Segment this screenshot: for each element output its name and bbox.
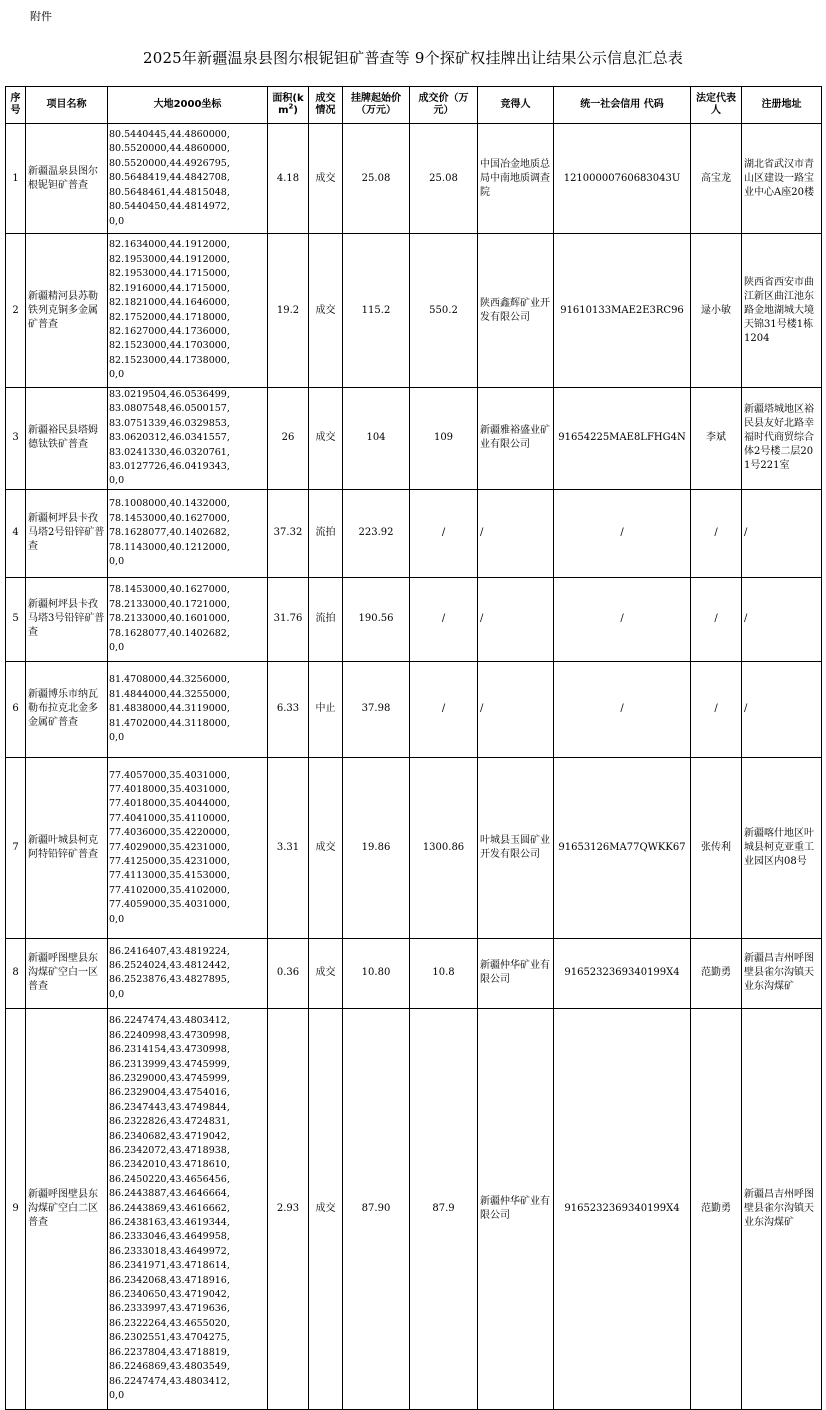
- row-coordinates: [108, 124, 268, 234]
- row-deal-price: 87.9: [410, 1008, 478, 1409]
- coordinate-line: 0,0: [109, 369, 125, 381]
- row-status: 流拍: [309, 577, 343, 661]
- row-winner: 陕西鑫辉矿业开发有限公司: [478, 234, 554, 388]
- coordinate-line: 86.2247474,43.4803412,: [109, 1015, 230, 1027]
- row-status: 成交: [309, 757, 343, 938]
- coordinate-line: 86.2329000,43.4745999,: [109, 1072, 230, 1084]
- table-row: [6, 1008, 822, 1409]
- row-area: 26: [268, 388, 309, 490]
- coordinate-line: 86.2247474,43.4803412,: [109, 1375, 230, 1387]
- row-project-name: 新疆呼图壁县东沟煤矿空白二区普查: [26, 1008, 108, 1409]
- row-credit-code: /: [554, 577, 691, 661]
- row-address: 新疆昌吉州呼图壁县雀尔沟镇天业东沟煤矿: [742, 938, 822, 1008]
- row-winner: /: [478, 489, 554, 577]
- coordinate-line: 81.4702000,44.3118000,: [109, 717, 230, 729]
- row-status: 成交: [309, 938, 343, 1008]
- coordinate-line: 80.5440450,44.4814972,: [109, 201, 230, 213]
- row-area: 19.2: [268, 234, 309, 388]
- row-legal-rep: 张传利: [691, 757, 742, 938]
- coordinate-line: 86.2450220,43.4656456,: [109, 1173, 230, 1185]
- row-winner: /: [478, 661, 554, 757]
- row-coordinates: [108, 577, 268, 661]
- coordinate-line: 77.4029000,35.4231000,: [109, 841, 230, 853]
- row-project-name: 新疆温泉县图尔根铌钽矿普查: [26, 124, 108, 234]
- coordinate-line: 86.2240998,43.4730998,: [109, 1029, 230, 1041]
- coordinate-line: 86.2237804,43.4718819,: [109, 1346, 230, 1358]
- coordinate-line: 82.1627000,44.1736000,: [109, 325, 230, 337]
- attachment-label: 附件: [30, 10, 52, 23]
- page-title: 2025年新疆温泉县图尔根铌钽矿普查等 9个探矿权挂牌出让结果公示信息汇总表: [142, 49, 684, 67]
- coordinate-line: 86.2333997,43.4719636,: [109, 1303, 230, 1315]
- coordinate-line: 0,0: [109, 475, 125, 487]
- row-coordinates: [108, 234, 268, 388]
- coordinate-line: 80.5520000,44.4860000,: [109, 143, 230, 155]
- row-address: /: [742, 661, 822, 757]
- row-seq: 6: [6, 661, 26, 757]
- coordinate-line: 82.1523000,44.1738000,: [109, 354, 230, 366]
- coordinate-line: 86.2342010,43.4718610,: [109, 1159, 230, 1171]
- coordinate-line: 78.2133000,40.1721000,: [109, 598, 230, 610]
- row-status: 成交: [309, 1008, 343, 1409]
- coordinate-line: 83.0241330,46.0320761,: [109, 446, 230, 458]
- coordinate-line: 78.1008000,40.1432000,: [109, 498, 230, 510]
- row-area: 6.33: [268, 661, 309, 757]
- col-address: 注册地址: [742, 87, 822, 124]
- row-legal-rep: /: [691, 577, 742, 661]
- row-address: /: [742, 577, 822, 661]
- coordinate-line: 82.1916000,44.1715000,: [109, 282, 230, 294]
- row-address: 湖北省武汉市青山区建设一路宝业中心A座20楼: [742, 124, 822, 234]
- row-address: 新疆昌吉州呼图壁县雀尔沟镇天业东沟煤矿: [742, 1008, 822, 1409]
- coordinate-line: 0,0: [109, 913, 125, 925]
- coordinate-line: 77.4057000,35.4031000,: [109, 769, 230, 781]
- row-deal-price: /: [410, 489, 478, 577]
- table-row: [6, 661, 822, 757]
- row-status: 成交: [309, 234, 343, 388]
- coordinate-line: 0,0: [109, 641, 125, 653]
- row-address: 陕西省西安市曲江新区曲江池东路金地湖城大境天锦31号楼1栋1204: [742, 234, 822, 388]
- coordinate-line: 81.4708000,44.3256000,: [109, 674, 230, 686]
- row-start-price: 223.92: [343, 489, 410, 577]
- coordinate-line: 78.1628077,40.1402682,: [109, 627, 230, 639]
- table-row: [6, 577, 822, 661]
- row-area: 3.31: [268, 757, 309, 938]
- coordinate-line: 86.2329004,43.4754016,: [109, 1087, 230, 1099]
- row-project-name: 新疆呼图壁县东沟煤矿空白一区普查: [26, 938, 108, 1008]
- row-credit-code: /: [554, 661, 691, 757]
- col-winner: 竞得人: [478, 87, 554, 124]
- coordinate-line: 86.2340650,43.4719042,: [109, 1289, 230, 1301]
- coordinate-line: 78.1628077,40.1402682,: [109, 527, 230, 539]
- coordinate-line: 83.0751339,46.0329853,: [109, 417, 230, 429]
- row-seq: 3: [6, 388, 26, 490]
- coordinate-line: 0,0: [109, 731, 125, 743]
- row-area: 31.76: [268, 577, 309, 661]
- coordinate-line: 0,0: [109, 555, 125, 567]
- row-project-name: 新疆柯坪县卡孜马塔3号铅锌矿普查: [26, 577, 108, 661]
- coordinate-line: 83.0807548,46.0500157,: [109, 403, 230, 415]
- coordinate-line: 77.4102000,35.4102000,: [109, 884, 230, 896]
- row-seq: 9: [6, 1008, 26, 1409]
- coordinate-line: 0,0: [109, 988, 125, 1000]
- coordinate-line: 86.2333018,43.4649972,: [109, 1245, 230, 1257]
- col-name: 项目名称: [26, 87, 108, 124]
- row-winner: 新疆仲华矿业有限公司: [478, 1008, 554, 1409]
- col-area-text: 面积(km: [272, 93, 304, 116]
- table-row: [6, 124, 822, 234]
- row-start-price: 19.86: [343, 757, 410, 938]
- row-credit-code: 12100000760683043U: [554, 124, 691, 234]
- coordinate-line: 86.2322264,43.4655020,: [109, 1317, 230, 1329]
- coordinate-line: 86.2302551,43.4704275,: [109, 1332, 230, 1344]
- coordinate-line: 82.1634000,44.1912000,: [109, 239, 230, 251]
- row-deal-price: 25.08: [410, 124, 478, 234]
- row-project-name: 新疆精河县苏勒铁列克铜多金属矿普查: [26, 234, 108, 388]
- row-status: 成交: [309, 124, 343, 234]
- coordinate-line: 81.4844000,44.3255000,: [109, 688, 230, 700]
- col-area-sup: 2: [288, 102, 294, 111]
- row-coordinates: [108, 757, 268, 938]
- row-winner: 叶城县玉圆矿业开发有限公司: [478, 757, 554, 938]
- coordinate-line: 77.4059000,35.4031000,: [109, 899, 230, 911]
- coordinate-line: 80.5440445,44.4860000,: [109, 129, 230, 141]
- row-legal-rep: 范勤勇: [691, 938, 742, 1008]
- coordinate-line: 83.0620312,46.0341557,: [109, 432, 230, 444]
- row-seq: 1: [6, 124, 26, 234]
- coordinate-line: 86.2416407,43.4819224,: [109, 945, 230, 957]
- coordinate-line: 80.5520000,44.4926795,: [109, 157, 230, 169]
- coordinate-line: 77.4113000,35.4153000,: [109, 870, 230, 882]
- row-start-price: 190.56: [343, 577, 410, 661]
- row-credit-code: 91654225MAE8LFHG4N: [554, 388, 691, 490]
- table-header-row: [6, 87, 822, 124]
- row-seq: 8: [6, 938, 26, 1008]
- col-seq: 序号: [6, 87, 26, 124]
- coordinate-line: 80.5648461,44.4815048,: [109, 186, 230, 198]
- table-row: [6, 388, 822, 490]
- row-seq: 4: [6, 489, 26, 577]
- coordinate-line: 82.1821000,44.1646000,: [109, 297, 230, 309]
- coordinate-line: 82.1953000,44.1715000,: [109, 268, 230, 280]
- row-address: 新疆喀什地区叶城县柯克亚重工业园区内08号: [742, 757, 822, 938]
- row-project-name: 新疆叶城县柯克阿特铅锌矿普查: [26, 757, 108, 938]
- col-status: 成交情况: [309, 87, 343, 124]
- coordinate-line: 78.2133000,40.1601000,: [109, 613, 230, 625]
- row-legal-rep: 范勤勇: [691, 1008, 742, 1409]
- col-credit-code: 统一社会信用 代码: [554, 87, 691, 124]
- coordinate-line: 86.2443869,43.4616662,: [109, 1202, 230, 1214]
- row-status: 中止: [309, 661, 343, 757]
- row-address: /: [742, 489, 822, 577]
- row-start-price: 104: [343, 388, 410, 490]
- row-credit-code: 916523236934019​9X4: [554, 938, 691, 1008]
- row-legal-rep: 李斌: [691, 388, 742, 490]
- row-winner: 新疆仲华矿业有限公司: [478, 938, 554, 1008]
- row-area: 37.32: [268, 489, 309, 577]
- row-coordinates: [108, 661, 268, 757]
- row-seq: 2: [6, 234, 26, 388]
- row-project-name: 新疆裕民县塔姆德钛铁矿普查: [26, 388, 108, 490]
- coordinate-line: 78.1453000,40.1627000,: [109, 512, 230, 524]
- row-coordinates: [108, 388, 268, 490]
- row-area: 2.93: [268, 1008, 309, 1409]
- coordinate-line: 78.1453000,40.1627000,: [109, 584, 230, 596]
- row-legal-rep: 逯小敏: [691, 234, 742, 388]
- col-coords: 大地2000坐标: [108, 87, 268, 124]
- coordinate-line: 86.2443887,43.4646664,: [109, 1188, 230, 1200]
- coordinate-line: 77.4125000,35.4231000,: [109, 856, 230, 868]
- row-seq: 7: [6, 757, 26, 938]
- row-start-price: 87.90: [343, 1008, 410, 1409]
- row-winner: /: [478, 577, 554, 661]
- table-row: [6, 938, 822, 1008]
- row-credit-code: /: [554, 489, 691, 577]
- coordinate-line: 86.2438163,43.4619344,: [109, 1217, 230, 1229]
- coordinate-line: 83.0127726,46.0419343,: [109, 461, 230, 473]
- row-seq: 5: [6, 577, 26, 661]
- table-row: [6, 489, 822, 577]
- row-legal-rep: /: [691, 661, 742, 757]
- row-start-price: 10.80: [343, 938, 410, 1008]
- row-start-price: 37.98: [343, 661, 410, 757]
- row-project-name: 新疆博乐市纳瓦勒布拉克北金多金属矿普查: [26, 661, 108, 757]
- coordinate-line: 83.0219504,46.0536499,: [109, 389, 230, 400]
- row-legal-rep: /: [691, 489, 742, 577]
- row-deal-price: /: [410, 577, 478, 661]
- coordinate-line: 82.1752000,44.1718000,: [109, 311, 230, 323]
- col-legal-rep: 法定代表人: [691, 87, 742, 124]
- coordinate-line: 86.2313999,43.4745999,: [109, 1058, 230, 1070]
- row-address: 新疆塔城地区裕民县友好北路幸福时代商贸综合体2号楼二层201号221室: [742, 388, 822, 490]
- coordinate-line: 86.2342068,43.4718916,: [109, 1274, 230, 1286]
- row-coordinates: [108, 1008, 268, 1409]
- coordinate-line: 78.1143000,40.1212000,: [109, 541, 230, 553]
- coordinate-line: 82.1523000,44.1703000,: [109, 340, 230, 352]
- coordinate-line: 77.4041000,35.4110000,: [109, 812, 230, 824]
- col-deal-price: 成交价（万元）: [410, 87, 478, 124]
- row-deal-price: 550.2: [410, 234, 478, 388]
- row-start-price: 115.2: [343, 234, 410, 388]
- coordinate-line: 77.4018000,35.4031000,: [109, 784, 230, 796]
- row-deal-price: 1300.86: [410, 757, 478, 938]
- row-legal-rep: 高宝龙: [691, 124, 742, 234]
- coordinate-line: 86.2322826,43.4724831,: [109, 1116, 230, 1128]
- row-area: 4.18: [268, 124, 309, 234]
- row-status: 流拍: [309, 489, 343, 577]
- row-coordinates: [108, 938, 268, 1008]
- row-credit-code: 91610133MAE2E3RC96: [554, 234, 691, 388]
- row-start-price: 25.08: [343, 124, 410, 234]
- row-winner: 中国冶金地质总局中南地质调查院: [478, 124, 554, 234]
- coordinate-line: 81.4838000,44.3119000,: [109, 703, 230, 715]
- coordinate-line: 0,0: [109, 1389, 125, 1401]
- coordinate-line: 86.2347443,43.4749844,: [109, 1101, 230, 1113]
- col-area-close: ): [293, 105, 298, 116]
- table-row: [6, 757, 822, 938]
- coordinate-line: 77.4018000,35.4044000,: [109, 798, 230, 810]
- col-area: [268, 87, 309, 124]
- coordinate-line: 86.2341971,43.4718614,: [109, 1260, 230, 1272]
- row-winner: 新疆雅裕盛业矿业有限公司: [478, 388, 554, 490]
- coordinate-line: 86.2333046,43.4649958,: [109, 1231, 230, 1243]
- row-deal-price: 10.8: [410, 938, 478, 1008]
- row-credit-code: 91653126MA77QWKK67: [554, 757, 691, 938]
- coordinate-line: 86.2523876,43.4827895,: [109, 974, 230, 986]
- row-credit-code: 9165232369340199X4: [554, 1008, 691, 1409]
- row-status: 成交: [309, 388, 343, 490]
- row-deal-price: 109: [410, 388, 478, 490]
- coordinate-line: 77.4036000,35.4220000,: [109, 827, 230, 839]
- coordinate-line: 86.2524024,43.4812442,: [109, 959, 230, 971]
- row-area: 0.36: [268, 938, 309, 1008]
- coordinate-line: 82.1953000,44.1912000,: [109, 253, 230, 265]
- coordinate-line: 86.2342072,43.4718938,: [109, 1145, 230, 1157]
- results-table: [5, 86, 822, 1410]
- row-deal-price: /: [410, 661, 478, 757]
- row-coordinates: [108, 489, 268, 577]
- coordinate-line: 86.2246869,43.4803549,: [109, 1361, 230, 1373]
- coordinate-line: 86.2314154,43.4730998,: [109, 1044, 230, 1056]
- coordinate-line: 86.2340682,43.4719042,: [109, 1130, 230, 1142]
- table-row: [6, 234, 822, 388]
- col-start-price: 挂牌起始价（万元）: [343, 87, 410, 124]
- coordinate-line: 0,0: [109, 215, 125, 227]
- row-project-name: 新疆柯坪县卡孜马塔2号铅锌矿普查: [26, 489, 108, 577]
- coordinate-line: 80.5648419,44.4842708,: [109, 172, 230, 184]
